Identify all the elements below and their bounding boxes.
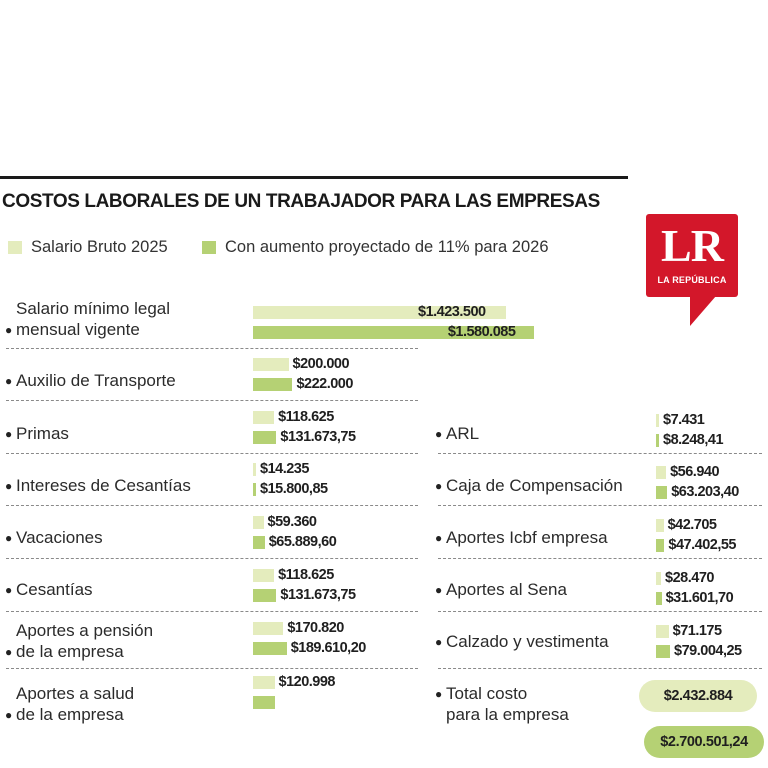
row-separator-2 (6, 453, 418, 454)
bar-2025-12 (656, 625, 669, 638)
value-2026-3: $15.800,85 (260, 481, 328, 497)
row-separator-1 (6, 400, 418, 401)
bar-2025-9 (656, 466, 666, 479)
bar-2025-2 (253, 411, 274, 424)
total-bullet: ● (435, 687, 443, 701)
bar-2025-8 (656, 414, 659, 427)
row-label-6: Aportes a pensión de la empresa (16, 621, 154, 661)
row-label-11: Aportes al Sena (446, 580, 567, 599)
bar-2025-11 (656, 572, 661, 585)
bar-2025-5 (253, 569, 274, 582)
row-bullet-1: ● (5, 374, 13, 388)
bar-2026-4 (253, 536, 265, 549)
value-2026-2: $131.673,75 (280, 429, 356, 445)
row-separator-8 (438, 453, 762, 454)
row-separator-6 (6, 668, 418, 669)
row-separator-0 (6, 348, 418, 349)
row-separator-3 (6, 505, 418, 506)
bar-2025-6 (253, 622, 283, 635)
row-label-8: ARL (446, 424, 480, 443)
logo-speech-tail (690, 296, 716, 326)
row-separator-4 (6, 558, 418, 559)
value-2025-6: $170.820 (287, 620, 344, 636)
bar-2025-7 (253, 676, 275, 689)
la-republica-logo (646, 214, 738, 297)
row-label-4: Vacaciones (16, 528, 103, 547)
value-2026-6: $189.610,20 (290, 640, 366, 656)
value-2026-10: $47.402,55 (668, 537, 736, 553)
row-bullet-5: ● (5, 583, 13, 597)
value-2025-2: $118.625 (278, 409, 334, 425)
legend-label-2025: Salario Bruto 2025 (31, 238, 168, 256)
value-2025-5: $118.625 (278, 567, 334, 583)
value-2026-4: $65.889,60 (268, 534, 337, 550)
value-2025-10: $42.705 (667, 517, 717, 533)
value-2026-5: $131.673,75 (280, 587, 356, 603)
bar-2025-10 (656, 519, 664, 532)
row-bullet-0: ● (5, 323, 13, 337)
row-label-9: Caja de Compensación (446, 476, 623, 495)
bar-2025-4 (253, 516, 264, 529)
value-2026-0: $1.580.085 (447, 324, 516, 340)
row-bullet-11: ● (435, 583, 443, 597)
row-label-5: Cesantías (16, 580, 93, 599)
chart-title: COSTOS LABORALES DE UN TRABAJADOR PARA LAS EMPRESAS (2, 191, 600, 212)
row-label-1: Auxilio de Transporte (16, 371, 176, 390)
total-2025-pill: $2.432.884 (639, 680, 757, 712)
value-2026-1: $222.000 (296, 376, 353, 392)
bar-2026-7 (253, 696, 275, 709)
row-separator-10 (438, 558, 762, 559)
value-2026-12: $79.004,25 (674, 643, 742, 659)
legend-item-2026 (202, 238, 549, 257)
bar-2026-3 (253, 483, 256, 496)
row-bullet-10: ● (435, 531, 443, 545)
value-2026-11: $31.601,70 (665, 590, 734, 606)
total-2026-pill: $2.700.501,24 (644, 726, 764, 758)
legend-swatch-2025 (8, 241, 22, 254)
bar-2026-5 (253, 589, 276, 602)
row-separator-5 (6, 611, 418, 612)
legend-item-2025 (8, 238, 168, 257)
row-label-7: Aportes a salud de la empresa (16, 684, 135, 724)
value-2025-11: $28.470 (665, 570, 714, 586)
logo-mark: LR (661, 220, 723, 271)
bar-2026-6 (253, 642, 287, 655)
row-separator-12 (438, 668, 762, 669)
bar-2026-8 (656, 434, 659, 447)
bar-2025-1 (253, 358, 289, 371)
row-bullet-9: ● (435, 479, 443, 493)
row-bullet-7: ● (5, 708, 13, 722)
row-label-3: Intereses de Cesantías (16, 476, 191, 495)
row-separator-11 (438, 611, 762, 612)
row-label-10: Aportes Icbf empresa (446, 528, 608, 547)
bar-2026-12 (656, 645, 670, 658)
row-bullet-8: ● (435, 427, 443, 441)
row-label-0: Salario mínimo legal mensual vigente (16, 299, 171, 339)
row-bullet-3: ● (5, 479, 13, 493)
bar-2025-3 (253, 463, 256, 476)
value-2025-12: $71.175 (672, 623, 722, 639)
logo-name: LA REPÚBLICA (657, 275, 727, 285)
bar-2026-11 (656, 592, 662, 605)
total-label: Total costo para la empresa (446, 684, 569, 724)
value-2025-4: $59.360 (267, 514, 317, 530)
value-2025-1: $200.000 (292, 356, 350, 372)
bar-2026-2 (253, 431, 276, 444)
value-2025-9: $56.940 (670, 464, 720, 480)
legend-swatch-2026 (202, 241, 216, 254)
top-rule (0, 176, 628, 179)
value-2025-3: $14.235 (260, 461, 309, 477)
row-bullet-2: ● (5, 427, 13, 441)
row-separator-9 (438, 505, 762, 506)
row-label-12: Calzado y vestimenta (446, 632, 609, 651)
bar-2026-9 (656, 486, 667, 499)
row-bullet-4: ● (5, 531, 13, 545)
row-label-2: Primas (16, 424, 69, 443)
value-2025-8: $7.431 (663, 412, 705, 428)
row-bullet-12: ● (435, 635, 443, 649)
value-2025-7: $120.998 (278, 674, 335, 690)
value-2026-8: $8.248,41 (663, 432, 724, 448)
row-bullet-6: ● (5, 645, 13, 659)
value-2025-0: $1.423.500 (418, 304, 486, 320)
bar-2026-1 (253, 378, 292, 391)
bar-2026-10 (656, 539, 664, 552)
value-2026-9: $63.203,40 (671, 484, 739, 500)
legend-label-2026: Con aumento proyectado de 11% para 2026 (225, 238, 549, 256)
